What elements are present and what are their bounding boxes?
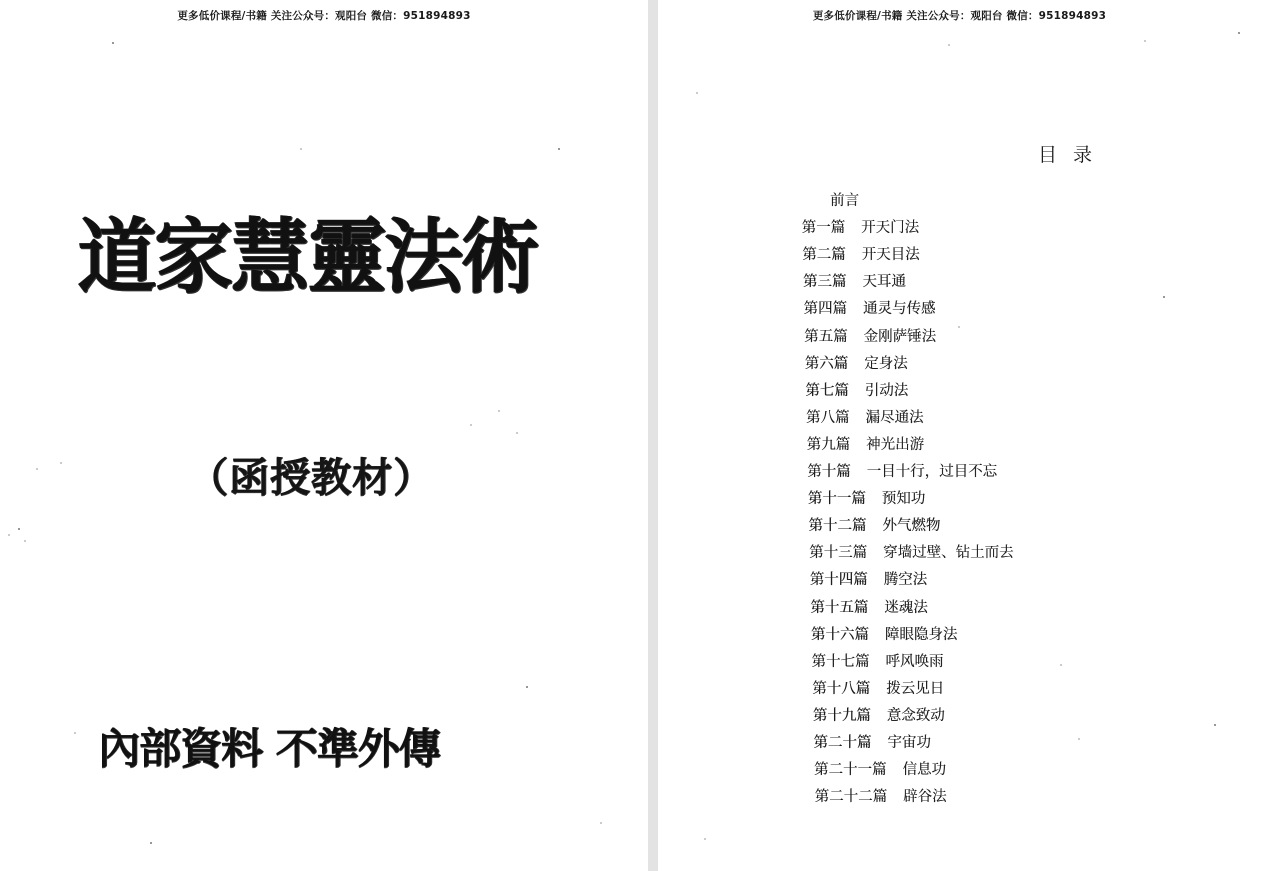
toc-chapter-number: 第八篇: [806, 409, 850, 426]
toc-chapter-title: 引动法: [864, 382, 909, 399]
toc-item: [807, 434, 925, 456]
toc-item: [813, 732, 931, 754]
toc-chapter-title: 神光出游: [866, 436, 925, 453]
toc-chapter-title: 迷魂法: [884, 599, 928, 616]
toc-chapter-number: 第五篇: [804, 328, 848, 345]
toc-item: [815, 786, 947, 808]
cover-title: 道家慧靈法術: [78, 210, 538, 305]
toc-chapter-title: 辟谷法: [903, 789, 947, 806]
toc-chapter-title: 金刚萨锤法: [863, 328, 937, 345]
scan-speck: [18, 528, 20, 530]
toc-chapter-number: 第十五篇: [810, 599, 869, 616]
scan-speck: [498, 410, 500, 412]
toc-list: [658, 190, 1261, 830]
toc-chapter-title: 外气燃物: [882, 518, 941, 535]
toc-item: [808, 515, 940, 537]
toc-chapter-title: 开天门法: [861, 220, 920, 237]
toc-item: [811, 624, 958, 646]
toc-chapter-number: 第十七篇: [811, 653, 870, 670]
toc-item: [807, 461, 997, 483]
toc-item: [804, 326, 936, 348]
toc-chapter-number: 第十四篇: [809, 572, 868, 589]
toc-chapter-number: 第二篇: [802, 247, 846, 264]
toc-chapter-title: 通灵与传感: [863, 301, 936, 318]
toc-item: [808, 488, 926, 510]
toc-chapter-number: 第九篇: [806, 436, 851, 453]
scan-speck: [300, 148, 302, 150]
toc-item: [814, 759, 946, 781]
scan-speck: [958, 326, 960, 328]
toc-item: [809, 542, 1014, 564]
toc-item: [804, 298, 936, 320]
toc-chapter-number: 第六篇: [804, 355, 849, 372]
toc-chapter-title: 信息功: [902, 762, 946, 779]
toc-chapter-number: 第十八篇: [812, 680, 871, 697]
toc-item: [805, 380, 908, 402]
toc-chapter-title: 腾空法: [883, 572, 928, 589]
toc-chapter-number: 第十篇: [807, 464, 851, 480]
toc-item: [813, 705, 945, 727]
cover-notice: 內部資料 不準外傳: [98, 724, 440, 773]
toc-item: [830, 190, 859, 212]
scan-speck: [24, 540, 26, 542]
toc-chapter-number: 第十一篇: [807, 491, 866, 508]
toc-chapter-title: 一目十行，过目不忘: [866, 464, 998, 480]
toc-chapter-number: 第三篇: [802, 274, 847, 291]
toc-chapter-number: 第二十一篇: [814, 762, 887, 779]
scan-speck: [36, 468, 38, 470]
toc-chapter-title: 穿墙过壁、钻土而去: [883, 545, 1014, 562]
toc-chapter-title: 障眼隐身法: [884, 626, 958, 643]
toc-heading: 目录: [1038, 144, 1109, 166]
scan-speck: [600, 822, 602, 824]
toc-item: [806, 407, 924, 429]
toc-item: [810, 569, 928, 591]
toc-chapter-number: 第十三篇: [809, 545, 868, 562]
toc-item: [802, 244, 920, 266]
toc-item: [802, 217, 920, 239]
toc-chapter-number: 第十九篇: [812, 707, 871, 724]
scan-speck: [704, 838, 706, 840]
toc-item: [803, 271, 906, 293]
scan-speck: [1144, 40, 1146, 42]
toc-chapter-number: 第二十篇: [813, 735, 872, 751]
toc-chapter-number: 第七篇: [805, 382, 849, 399]
toc-chapter-title: 意念致动: [886, 707, 945, 724]
toc-chapter-title: 漏尽通法: [865, 409, 924, 426]
toc-item: [805, 353, 908, 375]
scan-speck: [470, 424, 472, 426]
scan-speck: [60, 462, 62, 464]
header-watermark: 更多低价课程/书籍 关注公众号：观阳台 微信：951894893: [177, 10, 471, 22]
scan-speck: [1214, 724, 1216, 726]
scan-speck: [1060, 664, 1062, 666]
toc-chapter-title: 呼风唤雨: [885, 653, 944, 670]
scan-speck: [948, 44, 950, 46]
scan-speck: [112, 42, 114, 44]
scan-speck: [696, 92, 698, 94]
toc-item: [810, 597, 928, 619]
toc-chapter-title: 定身法: [864, 355, 908, 372]
toc-chapter-title: 预知功: [881, 491, 926, 508]
scan-speck: [558, 148, 560, 150]
scan-speck: [1078, 738, 1080, 740]
toc-chapter-number: 第一篇: [801, 220, 846, 237]
cover-subtitle: （函授教材）: [188, 454, 434, 501]
toc-chapter-number: 第四篇: [803, 301, 847, 318]
scan-speck: [1238, 32, 1240, 34]
scan-speck: [74, 732, 76, 734]
toc-chapter-title: 开天目法: [861, 247, 920, 264]
scan-speck: [526, 686, 528, 688]
toc-chapter-title: 天耳通: [862, 274, 906, 291]
header-watermark: 更多低价课程/书籍 关注公众号：观阳台 微信：951894893: [812, 10, 1107, 22]
contents-page: [658, 0, 1261, 871]
toc-chapter-number: 第二十二篇: [814, 789, 888, 806]
toc-item: [812, 651, 944, 673]
toc-item: [812, 678, 944, 700]
scan-speck: [150, 842, 152, 844]
toc-chapter-number: 第十二篇: [808, 518, 867, 535]
scan-speck: [516, 432, 518, 434]
toc-chapter-number: 第十六篇: [810, 626, 869, 643]
toc-chapter-title: 宇宙功: [887, 735, 931, 751]
toc-chapter-title: 前言: [830, 193, 859, 209]
scan-speck: [8, 534, 10, 536]
scan-speck: [1163, 296, 1165, 298]
toc-chapter-title: 拨云见日: [886, 680, 945, 697]
